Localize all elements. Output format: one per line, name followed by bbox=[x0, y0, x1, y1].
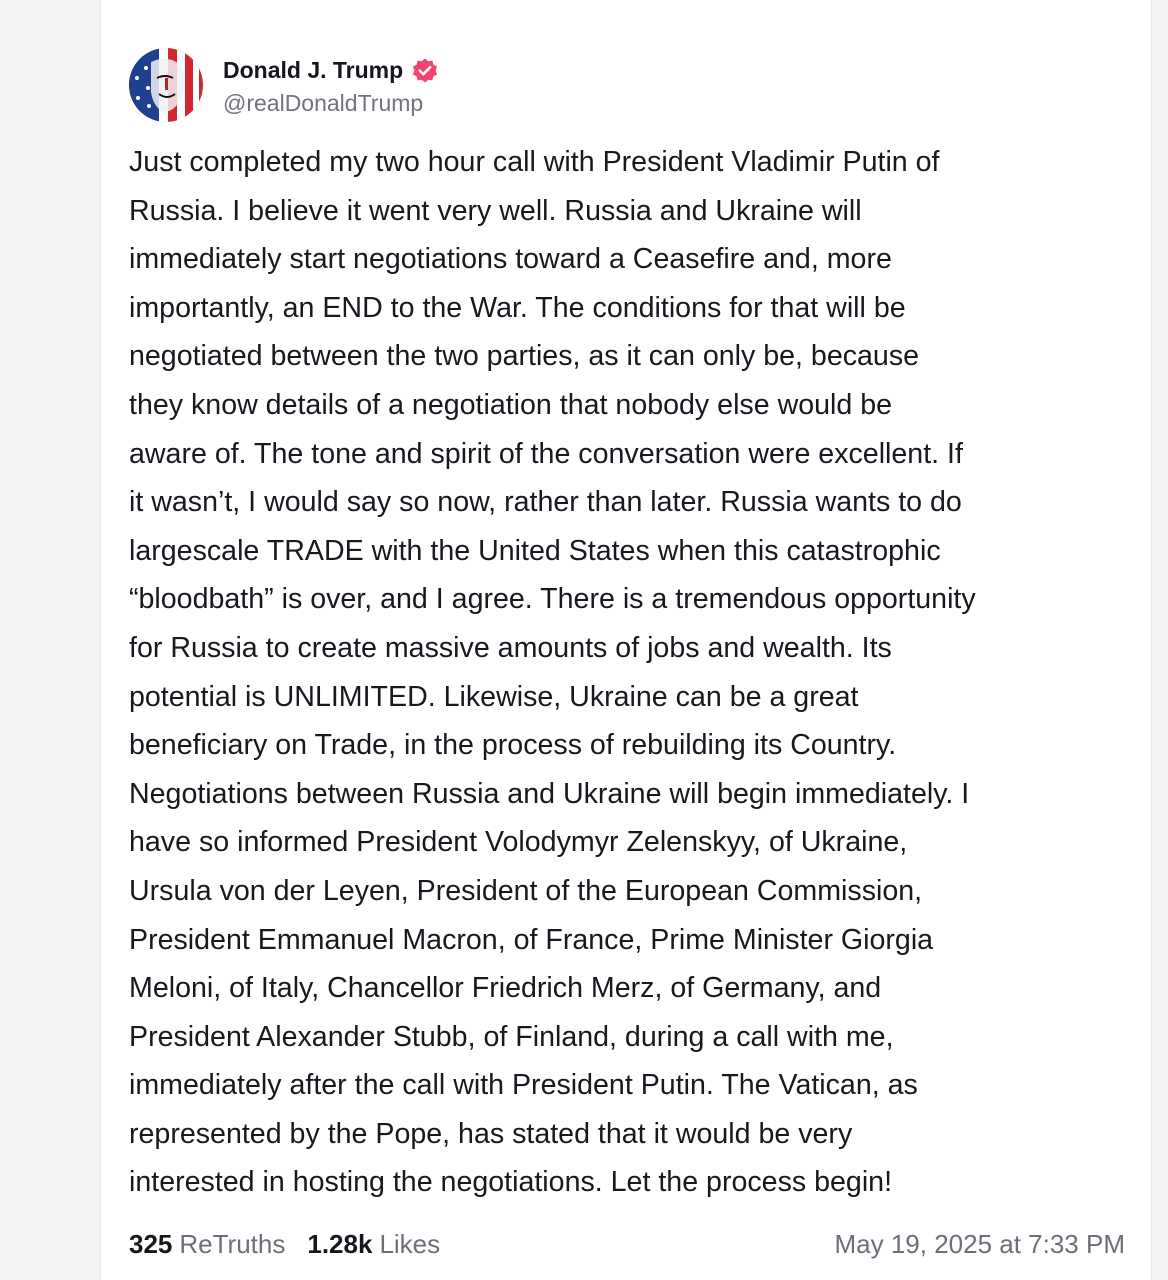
post-footer bbox=[129, 1224, 1125, 1264]
retruths-count: 325 bbox=[129, 1228, 173, 1259]
post-card bbox=[100, 0, 1152, 1280]
retruths-stat[interactable] bbox=[129, 1229, 285, 1260]
avatar-image bbox=[129, 48, 203, 122]
post-body-text: Just completed my two hour call with President Vladimir Putin of Russia. I believe it went very well. Russia and Ukraine will immediately start negotiations toward a Ceasefire and, more importantly, an END to the War. The conditions for that will be negotiated between the two parties, as it can only be, because they know details of a negotiation that nobody else would be aware of. The tone and spirit of the conversation were excellent. If it wasn’t, I would say so now, rather than later. Russia wants to do largescale TRADE with the United States when this catastrophic “bloodbath” is over, and I agree. There is a tremendous opportunity for Russia to create massive amounts of jobs and wealth. Its potential is UNLIMITED. Likewise, Ukraine can be a great beneficiary on Trade, in the process of rebuilding its Country. Negotiations between Russia and Ukraine will begin immediately. I have so informed President Volodymyr Zelenskyy, of Ukraine, Ursula von der Leyen, President of the European Commission, President Emmanuel Macron, of France, Prime Minister Giorgia Meloni, of Italy, Chancellor Friedrich Merz, of Germany, and President Alexander Stubb, of Finland, during a call with me, immediately after the call with President Putin. The Vatican, as represented by the Pope, has stated that it would be very interested in hosting the negotiations. Let the process begin! bbox=[129, 146, 976, 1199]
likes-stat[interactable] bbox=[307, 1229, 440, 1260]
post-header bbox=[129, 48, 439, 122]
verified-badge-icon bbox=[411, 57, 439, 85]
handle[interactable]: @realDonaldTrump bbox=[223, 89, 424, 116]
display-name[interactable]: Donald J. Trump bbox=[223, 57, 404, 83]
retruths-label: ReTruths bbox=[179, 1228, 286, 1259]
avatar[interactable] bbox=[129, 48, 203, 122]
likes-count: 1.28k bbox=[307, 1228, 373, 1259]
post-timestamp[interactable]: May 19, 2025 at 7:33 PM bbox=[834, 1228, 1125, 1259]
author-names bbox=[223, 54, 439, 117]
display-name-row bbox=[223, 54, 439, 88]
likes-label: Likes bbox=[379, 1228, 441, 1259]
